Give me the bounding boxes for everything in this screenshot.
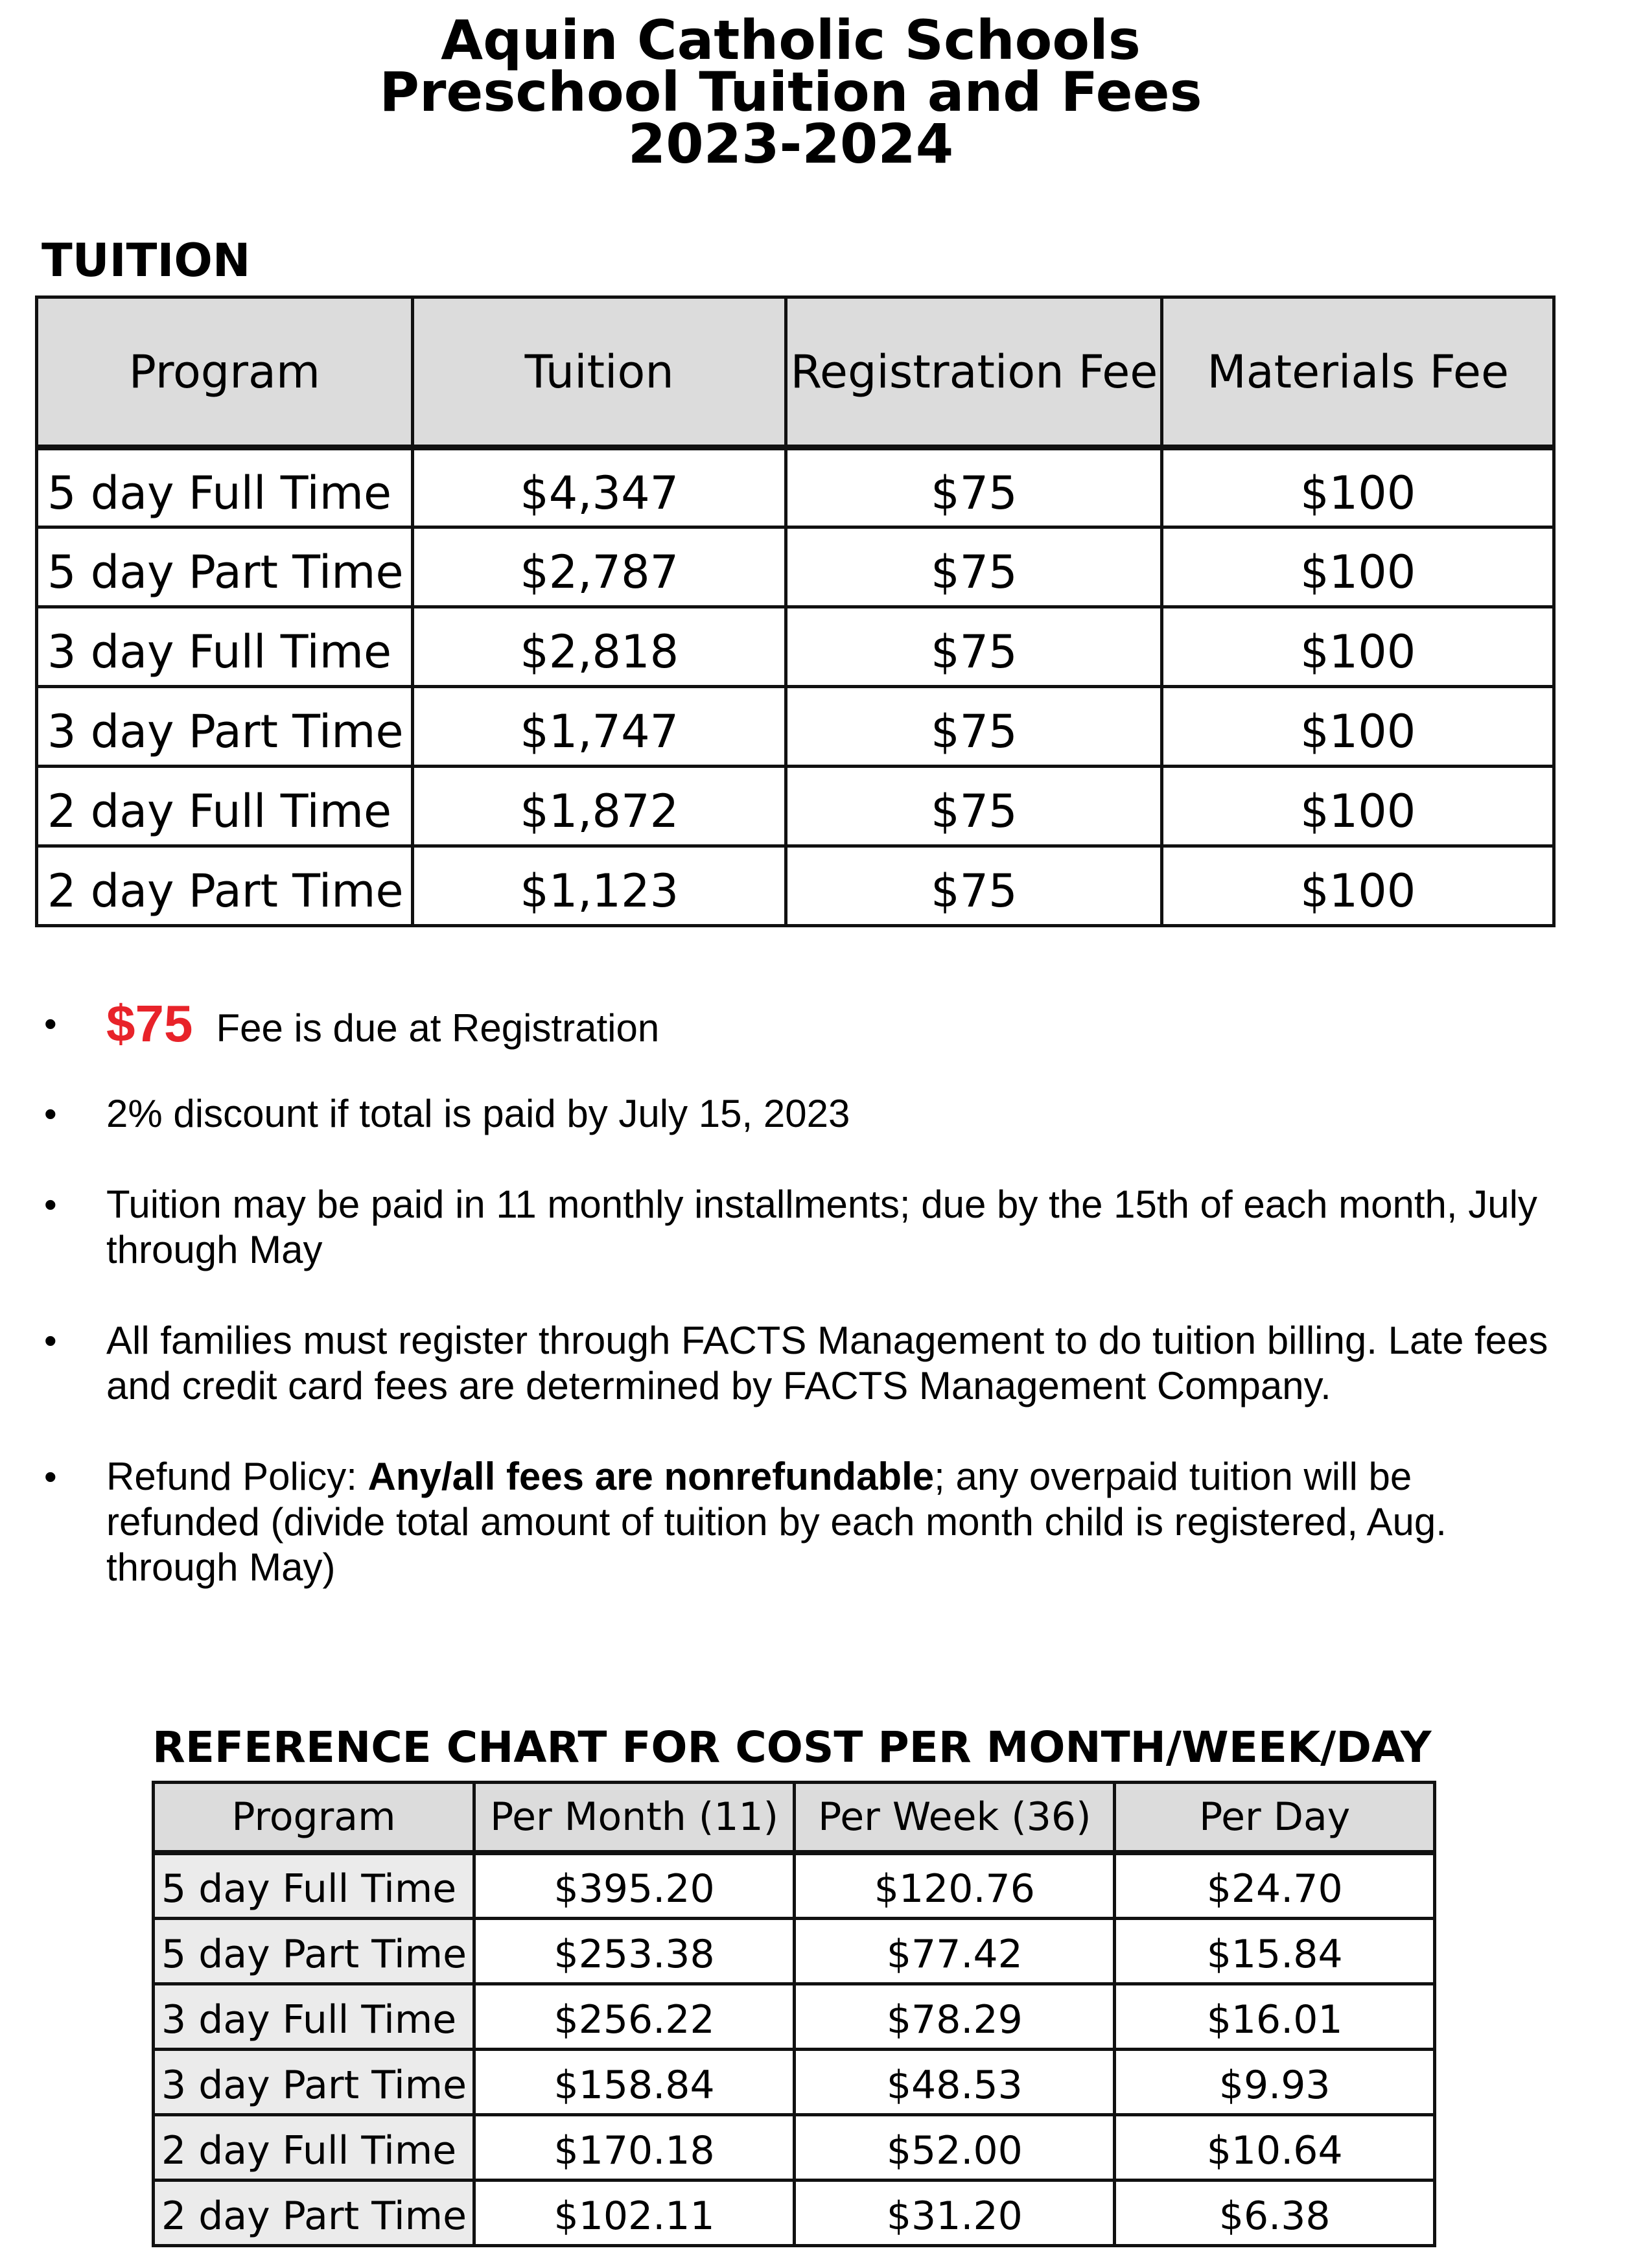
title-year: 2023-2024 (627, 112, 954, 176)
registration-fee-cell: $75 (786, 607, 1162, 687)
reference-table (152, 1781, 1436, 2247)
table-row (154, 1984, 1435, 2049)
per-day-cell: $10.64 (1115, 2114, 1435, 2180)
per-week-cell: $52.00 (795, 2114, 1115, 2180)
title-school-name: Aquin Catholic Schools (441, 8, 1141, 72)
materials-fee-cell: $100 (1162, 448, 1554, 527)
per-day-cell: $24.70 (1115, 1853, 1435, 1918)
table-row (154, 1918, 1435, 1984)
reference-col-per-day: Per Day (1115, 1783, 1435, 1853)
bullet-icon: • (44, 1456, 57, 1497)
materials-fee-cell: $100 (1162, 687, 1554, 767)
materials-fee-cell: $100 (1162, 607, 1554, 687)
per-week-cell: $77.42 (795, 1918, 1115, 1984)
tuition-cell: $4,347 (412, 448, 786, 527)
table-row (154, 2049, 1435, 2114)
per-week-cell: $31.20 (795, 2180, 1115, 2245)
per-month-cell: $158.84 (474, 2049, 794, 2114)
tuition-col-tuition: Tuition (412, 297, 786, 448)
registration-fee-cell: $75 (786, 767, 1162, 846)
per-month-cell: $253.38 (474, 1918, 794, 1984)
tuition-cell: $2,787 (412, 527, 786, 607)
bullet-icon: • (44, 1184, 57, 1225)
bullet-icon: • (44, 1093, 57, 1134)
tuition-cell: $1,123 (412, 846, 786, 926)
program-cell: 3 day Full Time (37, 607, 413, 687)
list-item (40, 1091, 1557, 1137)
discount-note: 2% discount if total is paid by July 15, 2023 (106, 1092, 850, 1135)
reference-header-row (154, 1783, 1435, 1853)
materials-fee-cell: $100 (1162, 527, 1554, 607)
table-row (37, 846, 1554, 926)
per-day-cell: $15.84 (1115, 1918, 1435, 1984)
materials-fee-cell: $100 (1162, 846, 1554, 926)
table-row (154, 1853, 1435, 1918)
reference-col-per-week: Per Week (36) (795, 1783, 1115, 1853)
per-day-cell: $9.93 (1115, 2049, 1435, 2114)
bullet-icon: • (44, 1003, 57, 1044)
tuition-section-label: TUITION (41, 234, 251, 287)
tuition-col-registration-fee: Registration Fee (786, 297, 1162, 448)
program-cell: 3 day Full Time (154, 1984, 474, 2049)
tuition-col-materials-fee: Materials Fee (1162, 297, 1554, 448)
refund-policy-detail: ; any overpaid tuition will be refunded (divide total amount of tuition by each month child is registered, Aug. through May) (106, 1455, 1447, 1589)
table-row (154, 2180, 1435, 2245)
tuition-cell: $2,818 (412, 607, 786, 687)
per-week-cell: $78.29 (795, 1984, 1115, 2049)
list-item (40, 1454, 1557, 1590)
table-row (37, 687, 1554, 767)
per-month-cell: $395.20 (474, 1853, 794, 1918)
program-cell: 5 day Part Time (37, 527, 413, 607)
refund-policy-label: Refund Policy: (106, 1455, 368, 1498)
program-cell: 3 day Part Time (154, 2049, 474, 2114)
tuition-table (35, 295, 1556, 927)
program-cell: 2 day Part Time (154, 2180, 474, 2245)
program-cell: 5 day Full Time (37, 448, 413, 527)
list-item (40, 1318, 1557, 1409)
title-subtitle: Preschool Tuition and Fees (379, 60, 1202, 124)
installments-note: Tuition may be paid in 11 monthly installments; due by the 15th of each month, July through May (106, 1183, 1537, 1271)
table-row (37, 607, 1554, 687)
table-row (37, 527, 1554, 607)
registration-fee-amount: $75 (106, 995, 193, 1052)
per-day-cell: $16.01 (1115, 1984, 1435, 2049)
registration-fee-cell: $75 (786, 687, 1162, 767)
per-month-cell: $170.18 (474, 2114, 794, 2180)
registration-fee-cell: $75 (786, 846, 1162, 926)
program-cell: 2 day Part Time (37, 846, 413, 926)
tuition-cell: $1,872 (412, 767, 786, 846)
document-title (0, 8, 1581, 176)
facts-note: All families must register through FACTS Management to do tuition billing. Late fees and credit card fees are determined by FACTS Management Company. (106, 1319, 1548, 1407)
table-row (37, 448, 1554, 527)
tuition-header-row (37, 297, 1554, 448)
refund-policy-emphasis: Any/all fees are nonrefundable (367, 1455, 935, 1498)
tuition-cell: $1,747 (412, 687, 786, 767)
bullet-icon: • (44, 1320, 57, 1361)
list-item (40, 1182, 1557, 1273)
notes-list (40, 995, 1557, 1636)
table-row (154, 2114, 1435, 2180)
reference-col-per-month: Per Month (11) (474, 1783, 794, 1853)
registration-fee-note: Fee is due at Registration (216, 1006, 660, 1050)
program-cell: 5 day Full Time (154, 1853, 474, 1918)
per-month-cell: $256.22 (474, 1984, 794, 2049)
program-cell: 5 day Part Time (154, 1918, 474, 1984)
per-day-cell: $6.38 (1115, 2180, 1435, 2245)
per-week-cell: $120.76 (795, 1853, 1115, 1918)
registration-fee-cell: $75 (786, 448, 1162, 527)
list-item (40, 995, 1557, 1052)
tuition-col-program: Program (37, 297, 413, 448)
materials-fee-cell: $100 (1162, 767, 1554, 846)
reference-col-program: Program (154, 1783, 474, 1853)
table-row (37, 767, 1554, 846)
program-cell: 2 day Full Time (37, 767, 413, 846)
registration-fee-cell: $75 (786, 527, 1162, 607)
reference-chart-title: REFERENCE CHART FOR COST PER MONTH/WEEK/DAY (152, 1722, 1432, 1772)
program-cell: 2 day Full Time (154, 2114, 474, 2180)
per-week-cell: $48.53 (795, 2049, 1115, 2114)
per-month-cell: $102.11 (474, 2180, 794, 2245)
program-cell: 3 day Part Time (37, 687, 413, 767)
